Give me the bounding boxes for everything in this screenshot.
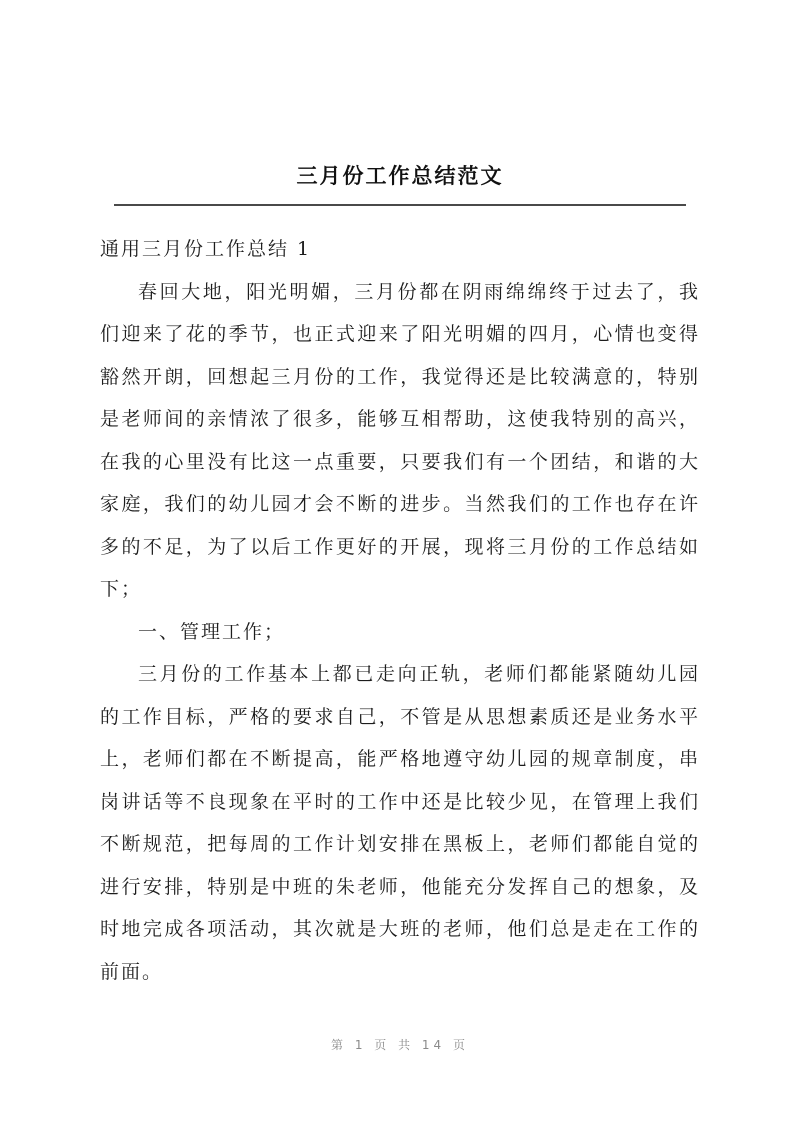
list-heading: 一、管理工作； — [138, 620, 286, 643]
document-title: 三月份工作总结范文 — [296, 163, 504, 188]
paragraph: 三月份的工作基本上都已走向正轨，老师们都能紧随幼儿园的工作目标，严格的要求自己，不管是从思想素质还是业务水平上，老师们都在不断提高，能严格地遵守幼儿园的规章制度，串岗讲话等不良现象在平时的工作中还是比较少见，在管理上我们不断规范，把每周的工作计划安排在黑板上，老师们都能自觉的进行安排，特别是中班的朱老师，他能充分发挥自己的想象，及时地完成各项活动，其次就是大班的老师，他们总是走在工作的前面。 — [100, 663, 700, 983]
page-number: 第 1 页 共 14 页 — [331, 1038, 469, 1052]
paragraph: 春回大地，阳光明媚，三月份都在阴雨绵绵终于过去了，我们迎来了花的季节，也正式迎来了阳光明媚的四月，心情也变得豁然开朗，回想起三月份的工作，我觉得还是比较满意的，特别是老师间的亲情浓了很多，能够互相帮助，这使我特别的高兴，在我的心里没有比这一点重要，只要我们有一个团结，和谐的大家庭，我们的幼儿园才会不断的进步。当然我们的工作也存在许多的不足，为了以后工作更好的开展，现将三月份的工作总结如下； — [100, 280, 700, 600]
title-divider — [114, 204, 686, 206]
section-heading: 通用三月份工作总结 1 — [100, 238, 312, 260]
document-body — [100, 228, 700, 993]
